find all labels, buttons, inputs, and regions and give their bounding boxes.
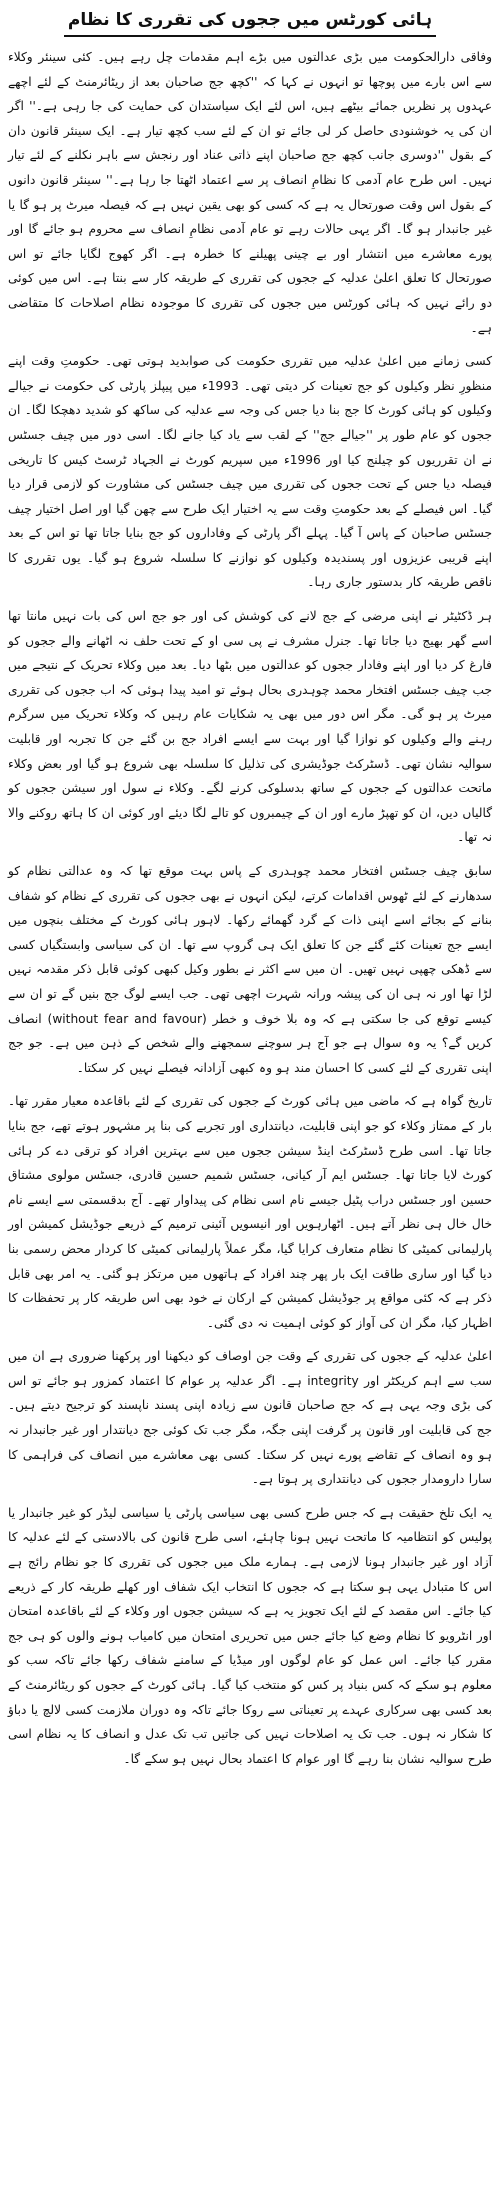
article-paragraph-6: اعلیٰ عدلیہ کے ججوں کی تقرری کے وقت جن اوصاف کو دیکھنا اور پرکھنا ضروری ہے ان میں سب سے اہم کریکٹر اور integrity ہے۔ اگر عدلیہ پر عوام کا اعتماد کمزور ہو جائے تو اس کی بڑی وجہ یہی ہے کہ جج صاحبان قانون سے زیادہ اپنی پسند ناپسند کو ترجیح دیتے ہیں۔ جج کی قابلیت اور قانون پر گرفت اپنی جگہ، مگر جب تک کوئی جج دیانتدار اور غیر جانبدار نہ ہو وہ انصاف کے تقاضے پورے نہیں کر سکتا۔ کسی بھی معاشرے میں انصاف کی فراہمی کا سارا دارومدار ججوں کی دیانتداری پر ہوتا ہے۔ xyxy=(8,1349,492,1487)
article-paragraph-7: یہ ایک تلخ حقیقت ہے کہ جس طرح کسی بھی سیاسی پارٹی یا سیاسی لیڈر کو غیر جانبدار یا پولیس کو انتظامیہ کا ماتحت نہیں ہونا چاہئے، اسی طرح قانون کی بالادستی کے لئے عدلیہ کا آزاد اور غیر جانبدار ہونا لازمی ہے۔ ہمارے ملک میں ججوں کی تقرری کا جو نظام رائج ہے اس کا متبادل یہی ہو سکتا ہے کہ ججوں کا انتخاب ایک شفاف اور کھلے طریقہ کار کے ذریعے کیا جائے۔ اس مقصد کے لئے ایک تجویز یہ ہے کہ سیشن ججوں اور وکلاء کے لئے باقاعدہ امتحان اور انٹرویو کا نظام وضع کیا جائے جس میں تحریری امتحان میں کامیاب ہونے والوں کو ہی جج مقرر کیا جائے۔ اس عمل کو عام لوگوں اور میڈیا کے سامنے شفاف رکھا جائے تاکہ سب کو معلوم ہو سکے کہ کس بنیاد پر کس کو منتخب کیا گیا۔ ہائی کورٹ کے ججوں کو ریٹائرمنٹ کے بعد کسی بھی سرکاری عہدے پر تعیناتی سے روکا جائے تاکہ وہ دوران ملازمت کسی لالچ یا دباؤ کا شکار نہ ہوں۔ جب تک یہ اصلاحات نہیں کی جاتیں تب تک عدل و انصاف کا یہ نظام اسی طرح سوالیہ نشان بنا رہے گا اور عوام کا اعتماد بحال نہیں ہو سکے گا۔ xyxy=(8,1505,492,1766)
article-paragraph-1: وفاقی دارالحکومت میں بڑی عدالتوں میں بڑے اہم مقدمات چل رہے ہیں۔ کئی سینئر وکلاء سے اس بارے میں پوچھا تو انہوں نے کہا کہ ''کچھ جج صاحبان بعد از ریٹائرمنٹ کے لئے اچھے عہدوں پر نظریں جمائے بیٹھے ہیں، اس لئے ایک سیاستدان کی حمایت کی جا رہی ہے۔'' اگر ان کی یہ خوشنودی حاصل کر لی جائے تو ان کے لئے سب کچھ تیار ہے۔ ایک سینئر قانون دان کے بقول ''دوسری جانب کچھ جج صاحبان اپنے ذاتی عناد اور رنجش سے باہر نکلنے کے لئے تیار نہیں۔ اس طرح عام آدمی کا نظامِ انصاف پر سے اعتماد اٹھتا جا رہا ہے۔'' سینئر قانون دانوں کے بقول اس وقت صورتحال یہ ہے کہ کسی کو بھی یقین نہیں ہے کہ فیصلہ میرٹ پر ہو گا یا غیر جانبدار ہو گا۔ اگر یہی حالات رہے تو عام آدمی نظامِ انصاف سے محروم ہو جائے گا اور پورے معاشرے میں انتشار اور بے چینی پھیلنے کا خطرہ ہے۔ اگر کھوج لگایا جائے تو اس صورتحال کا تعلق اعلیٰ عدلیہ کے ججوں کی تقرری کے طریقہ کار سے بنتا ہے۔ اس میں کوئی دو رائے نہیں کہ ہائی کورٹس میں ججوں کی تقرری کا موجودہ نظام اصلاحات کا متقاضی ہے۔ xyxy=(8,50,492,335)
article-title xyxy=(8,6,492,37)
article-paragraph-2: کسی زمانے میں اعلیٰ عدلیہ میں تقرری حکومت کی صوابدید ہوتی تھی۔ حکومتِ وقت اپنے منظورِ نظر وکیلوں کو جج تعینات کر دیتی تھی۔ 1993ء میں پیپلز پارٹی کی حکومت نے جیالے وکیلوں کو ہائی کورٹ کا جج بنا دیا جس کی وجہ سے عدلیہ کی ساکھ کو شدید دھچکا لگا۔ ان ججوں کو عام طور پر ''جیالے جج'' کے لقب سے یاد کیا جانے لگا۔ اسی دور میں چیف جسٹس نے ان تقرریوں کو چیلنج کیا اور 1996ء میں سپریم کورٹ نے الجہاد ٹرسٹ کیس کا تاریخی فیصلہ دیا جس کے تحت ججوں کی تقرری میں چیف جسٹس کی مشاورت کو لازمی قرار دیا گیا۔ اس فیصلے کے بعد حکومتِ وقت سے یہ اختیار ایک طرح سے چھن گیا اور اصل اختیار چیف جسٹس صاحبان کے پاس آ گیا۔ پہلے اگر پارٹی کے وفاداروں کو جج بنایا جاتا تھا تو اس کے بعد اپنے قریبی عزیزوں اور پسندیدہ وکیلوں کو نوازنے کا سلسلہ شروع ہو گیا۔ یوں تقرری کا ناقص طریقہ کار بدستور جاری رہا۔ xyxy=(8,354,492,590)
article-title-text: ہائی کورٹس میں ججوں کی تقرری کا نظام xyxy=(64,6,436,37)
article-paragraph-3: ہر ڈکٹیٹر نے اپنی مرضی کے جج لانے کی کوشش کی اور جو جج اس کی بات نہیں مانتا تھا اسے گھر بھیج دیا جاتا تھا۔ جنرل مشرف نے پی سی او کے تحت حلف نہ اٹھانے والے ججوں کو فارغ کر دیا اور اپنے وفادار ججوں کو عدالتوں میں بٹھا دیا۔ بعد میں وکلاء تحریک کے نتیجے میں جب چیف جسٹس افتخار محمد چوہدری بحال ہوئے تو امید پیدا ہوئی کہ اب ججوں کی تقرری میرٹ پر ہو گی۔ مگر اس دور میں بھی یہ شکایات عام رہیں کہ وکلاء تحریک میں سرگرم رہنے والے وکیلوں کو نوازا گیا اور بہت سے ایسے افراد جج بن گئے جن کا تجربہ اور قابلیت سوالیہ نشان تھی۔ ڈسٹرکٹ جوڈیشری کی تذلیل کا سلسلہ بھی شروع ہو گیا اور بعض وکلاء ماتحت عدالتوں کے ججوں کے ساتھ بدسلوکی کرنے لگے۔ وکلاء نے سول اور سیشن ججوں کو گالیاں دیں، ان کو تھپڑ مارے اور ان کے چیمبروں کو تالے لگا دیئے اور کوئی ان کا ہاتھ روکنے والا نہ تھا۔ xyxy=(8,609,492,845)
article-paragraph-4: سابق چیف جسٹس افتخار محمد چوہدری کے پاس بہت موقع تھا کہ وہ عدالتی نظام کو سدھارنے کے لئے ٹھوس اقدامات کرتے، لیکن انہوں نے بھی ججوں کی تقرری کے نظام کو شفاف بنانے کے بجائے اسے اپنی ذات کے گرد گھمائے رکھا۔ لاہور ہائی کورٹ کے مختلف بنچوں میں ایسے جج تعینات کئے گئے جن کا تعلق ایک ہی گروپ سے تھا۔ ان کی سیاسی وابستگیاں کسی سے ڈھکی چھپی نہیں تھیں۔ ان میں سے اکثر نے بطور وکیل کبھی کوئی قابل ذکر مقدمہ نہیں لڑا تھا اور نہ ہی ان کی پیشہ ورانہ شہرت اچھی تھی۔ جب ایسے لوگ جج بنیں گے تو ان سے کیسے توقع کی جا سکتی ہے کہ وہ بلا خوف و خطر (without fear and favour) انصاف کریں گے؟ یہ وہ سوال ہے جو آج ہر سوچنے سمجھنے والے شخص کے ذہن میں ہے۔ جو جج اپنی تقرری کے لئے کسی کا احسان مند ہو وہ کبھی آزادانہ فیصلے نہیں کر سکتا۔ xyxy=(8,864,492,1075)
article-paragraph-5: تاریخ گواہ ہے کہ ماضی میں ہائی کورٹ کے ججوں کی تقرری کے لئے باقاعدہ معیار مقرر تھا۔ بار کے ممتاز وکلاء کو جو اپنی قابلیت، دیانتداری اور تجربے کی بنا پر مشہور ہوتے تھے، جج بنایا جاتا تھا۔ اسی طرح ڈسٹرکٹ اینڈ سیشن ججوں میں سے بہترین افراد کو ترقی دے کر ہائی کورٹ لایا جاتا تھا۔ جسٹس ایم آر کیانی، جسٹس شمیم حسین قادری، جسٹس مولوی مشتاق حسین اور جسٹس دراب پٹیل جیسے نام اسی نظام کی پیداوار تھے۔ آج بدقسمتی سے ایسے نام خال خال ہی نظر آتے ہیں۔ اٹھارہویں اور انیسویں آئینی ترمیم کے ذریعے جوڈیشل کمیشن اور پارلیمانی کمیٹی کا نظام متعارف کرایا گیا، مگر عملاً پارلیمانی کمیٹی کا کردار محض رسمی بنا دیا گیا اور ساری طاقت ایک بار پھر چند افراد کے ہاتھوں میں مرتکز ہو گئی۔ یہ امر بھی قابل ذکر ہے کہ کئی مواقع پر جوڈیشل کمیشن کے ارکان نے خود بھی اس طریقہ کار پر تحفظات کا اظہار کیا، مگر ان کی آواز کو کوئی اہمیت نہ دی گئی۔ xyxy=(8,1094,492,1330)
